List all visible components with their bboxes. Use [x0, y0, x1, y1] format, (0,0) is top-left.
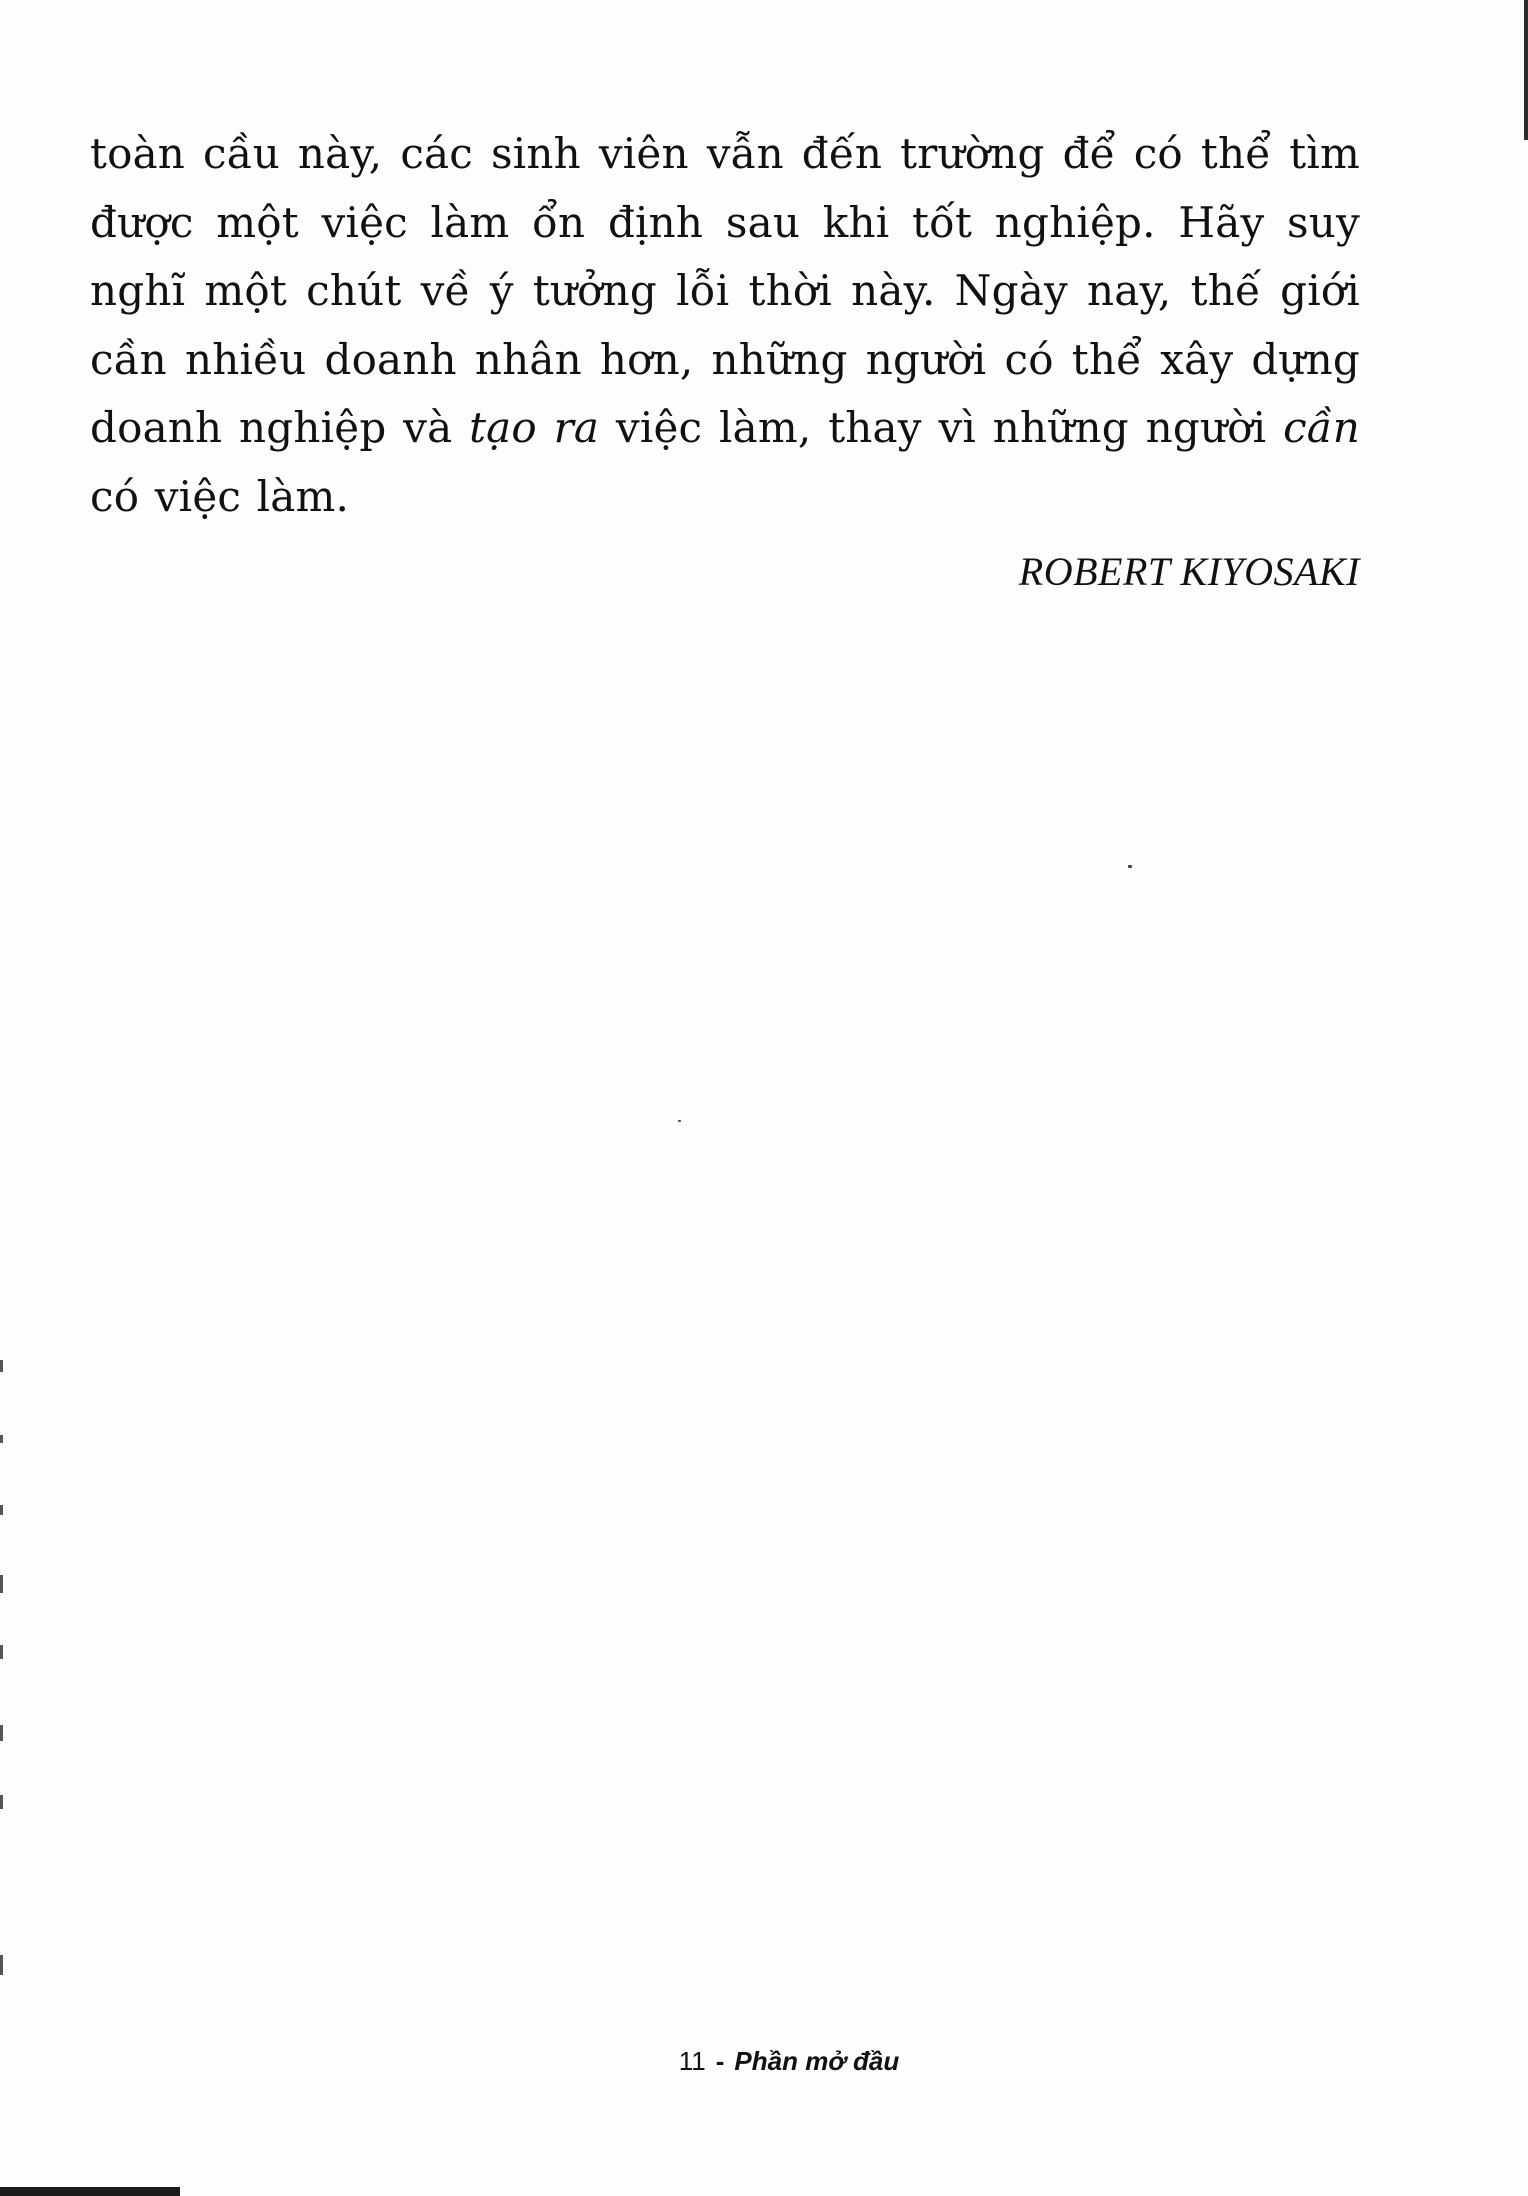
scan-margin-mark: [0, 1505, 3, 1515]
scan-speck: [1128, 865, 1132, 868]
page-number: 11: [678, 2046, 706, 2076]
body-paragraph: [90, 120, 1360, 531]
scan-edge-bottom: [0, 2187, 180, 2196]
body-text-segment: việc làm, thay vì những người: [599, 403, 1284, 452]
footer-separator: -: [715, 2046, 725, 2076]
scan-margin-mark: [0, 1955, 3, 1975]
body-text-segment: có việc làm.: [90, 471, 350, 521]
scan-edge-right: [1524, 0, 1528, 140]
emphasis-tao-ra: tạo ra: [469, 403, 600, 452]
scan-margin-mark: [0, 1360, 3, 1372]
scan-margin-mark: [0, 1795, 3, 1809]
scan-margin-mark: [0, 1575, 3, 1593]
author-signature: ROBERT KIYOSAKI: [1018, 549, 1360, 594]
scan-speck: [678, 1120, 681, 1122]
scan-margin-mark: [0, 1435, 3, 1443]
body-text-segment: toàn cầu này, các sinh viên vẫn đến trường để có thể tìm được một việc làm ổn định sau khi tốt nghiệp. Hãy suy nghĩ một chút về ý tưởng lỗi thời này. Ngày nay, thế giới cần nhiều doanh nhân hơn, những người có thể xây dựng doanh nghiệp và: [90, 129, 1360, 452]
scan-margin-mark: [0, 1645, 3, 1659]
page-footer: [0, 2046, 1528, 2077]
section-title: Phần mở đầu: [734, 2046, 900, 2076]
scan-margin-mark: [0, 1725, 3, 1741]
emphasis-can: cần: [1283, 403, 1360, 452]
